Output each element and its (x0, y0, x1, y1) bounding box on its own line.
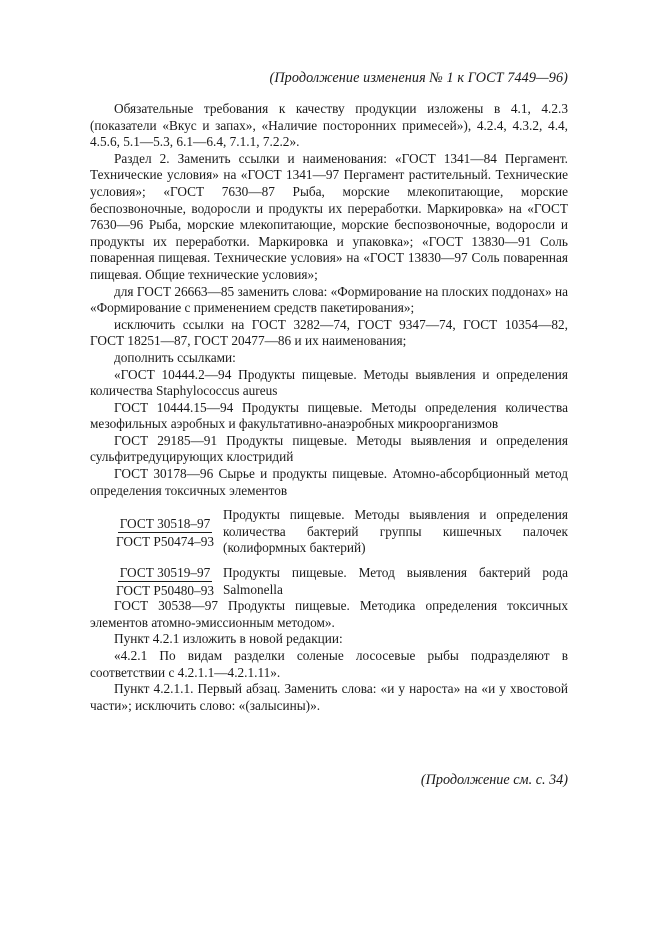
paragraph-clause-4-2-1: Пункт 4.2.1 изложить в новой редакции: (114, 631, 343, 647)
document-body (90, 101, 568, 714)
fraction-denominator: ГОСТ Р50480–93 (116, 583, 215, 599)
fraction-numerator: ГОСТ 30518–97 (119, 515, 211, 531)
fraction-text: Продукты пищевые. Методы выявления и определения количества бактерий группы кишечных палочек (колиформных бактерий) (223, 507, 568, 556)
fraction-denominator: ГОСТ Р50474–93 (116, 533, 215, 549)
paragraph-clause-4-2-1-text: «4.2.1 По видам разделки соленые лососевые рыбы подразделяют в соответствии с 4.2.1.1—4.2.1.11». (90, 648, 568, 680)
paragraph-gost-26663: для ГОСТ 26663—85 заменить слова: «Формирование на плоских поддонах» на «Формирование с применением средств пакетирования»; (90, 283, 568, 316)
paragraph-exclude-refs: исключить ссылки на ГОСТ 3282—74, ГОСТ 9347—74, ГОСТ 10354—82, ГОСТ 18251—87, ГОСТ 20477—86 и их наименования; (90, 316, 568, 349)
continuation-note: (Продолжение см. с. 34) (420, 772, 568, 788)
fraction-numerator: ГОСТ 30519–97 (119, 565, 211, 581)
paragraph-gost-30178: ГОСТ 30178—96 Сырье и продукты пищевые. Атомно-абсорбционный метод определения токсичных элементов (90, 466, 568, 498)
fraction-entry-30518 (90, 507, 568, 557)
fraction-text: Продукты пищевые. Метод выявления бактерий рода Salmonella (223, 565, 568, 597)
paragraph-requirements: Обязательные требования к качеству продукции изложены в 4.1, 4.2.3 (показатели «Вкус и запах», «Наличие посторонних примесей»), 4.2.4, 4.3.2, 4.4, 4.5.6, 5.1—5.3, 6.1—6.4, 7.1.1, 7.2.2». (90, 101, 568, 150)
fraction-entry-30519 (90, 565, 568, 598)
fraction-30518 (90, 516, 216, 549)
paragraph-section-2: Раздел 2. Заменить ссылки и наименования: «ГОСТ 1341—84 Пергамент. Технические условия» на «ГОСТ 1341—97 Пергамент растительный. Технические условия»; «ГОСТ 7630—87 Рыба, морские млекопитающие, морские беспозвоночные, водоросли и продукты их переработки. Маркировка» на «ГОСТ 7630—96 Рыба, морские млекопитающие, морские беспозвоночные, водоросли и продукты их переработки. Маркировка и упаковка»; «ГОСТ 13830—91 Соль поваренная пищевая. Технические условия» на «ГОСТ 13830—97 Соль поваренная пищевая. Общие технические условия»; (90, 150, 568, 282)
paragraph-gost-29185: ГОСТ 29185—91 Продукты пищевые. Методы выявления и определения сульфитредуцирующих клостридий (90, 432, 568, 465)
paragraph-gost-30538: ГОСТ 30538—97 Продукты пищевые. Методика определения токсичных элементов атомно-эмиссионным методом». (90, 598, 568, 630)
fraction-30519 (90, 565, 216, 598)
paragraph-add-refs: дополнить ссылками: (114, 349, 236, 365)
paragraph-gost-10444-15: ГОСТ 10444.15—94 Продукты пищевые. Методы определения количества мезофильных аэробных и факультативно-анаэробных микроорганизмов (90, 399, 568, 432)
paragraph-gost-10444-2: «ГОСТ 10444.2—94 Продукты пищевые. Методы выявления и определения количества Staphylococcus aureus (90, 366, 568, 399)
paragraph-clause-4-2-1-1: Пункт 4.2.1.1. Первый абзац. Заменить слова: «и у нароста» на «и у хвостовой части»; исключить слово: «(залысины)». (90, 681, 568, 713)
page-header: (Продолжение изменения № 1 к ГОСТ 7449—96) (269, 70, 568, 86)
